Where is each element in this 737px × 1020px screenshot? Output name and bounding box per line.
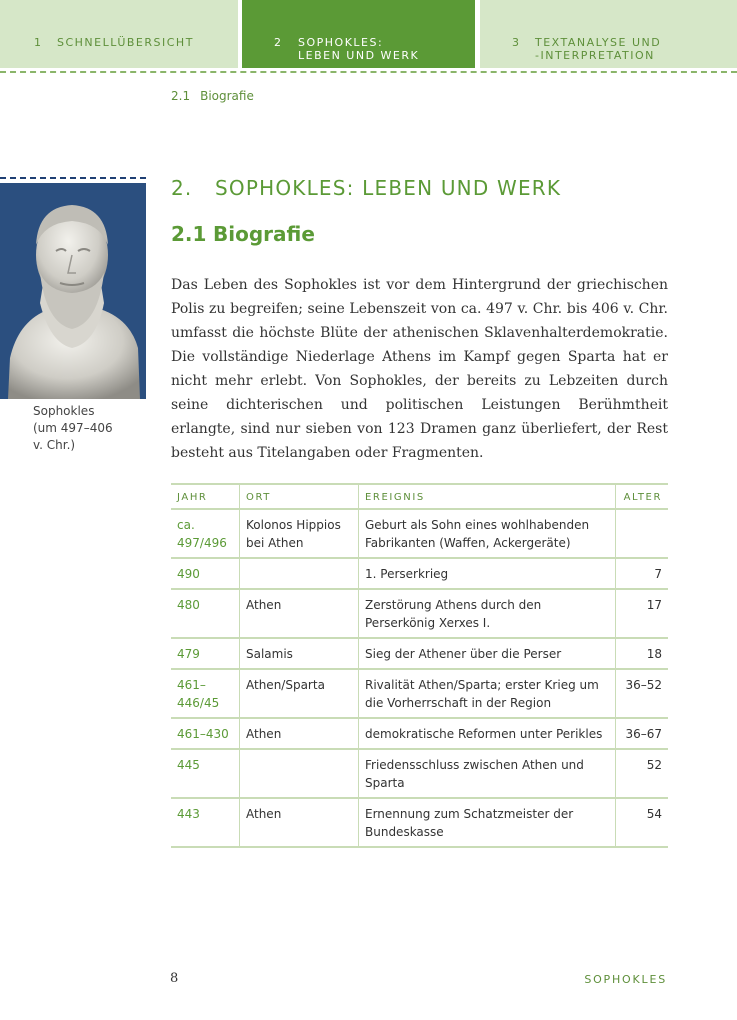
year-cell: ca. 497/496 — [171, 509, 240, 558]
tab-textanalyse[interactable] — [480, 0, 737, 68]
tab-sophokles-leben-und-werk[interactable] — [242, 0, 475, 68]
chapter-navigation — [0, 0, 737, 68]
column-header-age: ALTER — [616, 484, 669, 509]
event-cell: demokratische Reformen unter Perikles — [359, 718, 616, 749]
chapter-number: 2. — [171, 176, 193, 200]
age-cell: 36–67 — [616, 718, 669, 749]
portrait-caption: Sophokles (um 497–406 v. Chr.) — [33, 404, 113, 452]
column-header-event: EREIGNIS — [359, 484, 616, 509]
image-divider — [0, 177, 146, 179]
header-divider — [0, 71, 737, 73]
year-cell: 479 — [171, 638, 240, 669]
place-cell: Athen — [240, 718, 359, 749]
table-row — [171, 638, 668, 669]
event-cell: Friedensschluss zwischen Athen und Sparta — [359, 749, 616, 798]
place-cell: Salamis — [240, 638, 359, 669]
place-cell — [240, 749, 359, 798]
place-cell: Athen — [240, 589, 359, 638]
section-number: 2.1 — [171, 222, 207, 246]
section-heading — [171, 222, 315, 246]
biography-table — [171, 483, 668, 848]
table-row — [171, 509, 668, 558]
place-cell: Athen — [240, 798, 359, 847]
age-cell: 52 — [616, 749, 669, 798]
table-row — [171, 558, 668, 589]
tab-number: 2 — [274, 36, 283, 49]
section-title: Biografie — [213, 222, 315, 246]
age-cell: 18 — [616, 638, 669, 669]
tab-schnelluebersicht[interactable] — [0, 0, 238, 68]
event-cell: 1. Perserkrieg — [359, 558, 616, 589]
table-row — [171, 749, 668, 798]
chapter-title: SOPHOKLES: LEBEN UND WERK — [215, 176, 562, 200]
event-cell: Zerstörung Athens durch den Perserkönig Xerxes I. — [359, 589, 616, 638]
table-row — [171, 718, 668, 749]
column-header-year: JAHR — [171, 484, 240, 509]
year-cell: 490 — [171, 558, 240, 589]
age-cell: 17 — [616, 589, 669, 638]
place-cell: Athen/Sparta — [240, 669, 359, 718]
tab-label: SOPHOKLES: LEBEN UND WERK — [298, 36, 420, 62]
year-cell: 461–446/45 — [171, 669, 240, 718]
table-row — [171, 798, 668, 847]
year-cell: 461–430 — [171, 718, 240, 749]
event-cell: Geburt als Sohn eines wohlhabenden Fabrikanten (Waffen, Ackergeräte) — [359, 509, 616, 558]
table-row — [171, 669, 668, 718]
chapter-heading — [171, 176, 561, 200]
age-cell: 36–52 — [616, 669, 669, 718]
event-cell: Ernennung zum Schatzmeister der Bundeskasse — [359, 798, 616, 847]
column-header-place: ORT — [240, 484, 359, 509]
page-number: 8 — [170, 971, 179, 986]
age-cell: 7 — [616, 558, 669, 589]
running-head-label: Biografie — [200, 89, 254, 103]
running-head-number: 2.1 — [171, 89, 191, 103]
table-header-row — [171, 484, 668, 509]
tab-label: TEXTANALYSE UND -INTERPRETATION — [535, 36, 662, 62]
year-cell: 480 — [171, 589, 240, 638]
table-row — [171, 589, 668, 638]
place-cell: Kolonos Hippios bei Athen — [240, 509, 359, 558]
year-cell: 445 — [171, 749, 240, 798]
tab-number: 3 — [512, 36, 521, 49]
sophokles-bust-image — [0, 183, 146, 399]
footer-title: SOPHOKLES — [584, 973, 667, 986]
tab-number: 1 — [34, 36, 43, 49]
event-cell: Rivalität Athen/Sparta; erster Krieg um die Vorherrschaft in der Region — [359, 669, 616, 718]
running-head — [171, 89, 254, 103]
age-cell: 54 — [616, 798, 669, 847]
tab-label: SCHNELLÜBERSICHT — [57, 36, 194, 49]
place-cell — [240, 558, 359, 589]
year-cell: 443 — [171, 798, 240, 847]
age-cell — [616, 509, 669, 558]
body-paragraph: Das Leben des Sophokles ist vor dem Hintergrund der griechischen Polis zu begreifen; seine Lebenszeit von ca. 497 v. Chr. bis 406 v. Chr. umfasst die höchste Blüte der athenischen Sklavenhalterdemokratie. Die vollständige Niederlage Athens im Kampf gegen Sparta hat er nicht mehr erlebt. Von Sophokles, der bereits zu Lebzeiten durch seine dichterischen und politischen Leistungen Berühmtheit erlangte, sind nur sieben von 123 Dramen ganz überliefert, der Rest besteht aus Titelangaben oder Fragmenten. — [171, 277, 668, 461]
event-cell: Sieg der Athener über die Perser — [359, 638, 616, 669]
